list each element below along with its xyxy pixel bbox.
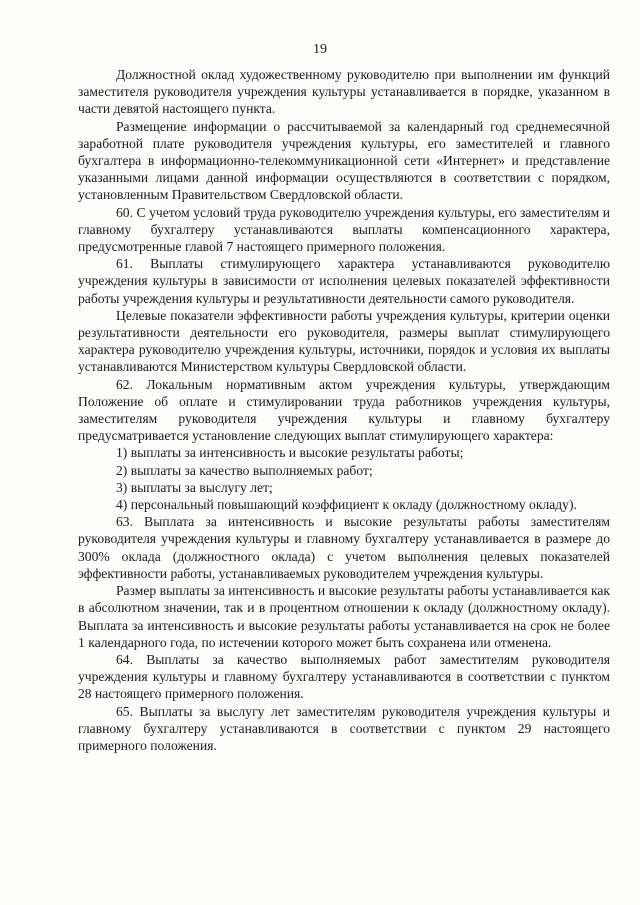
paragraph-art-director-salary: Должностной оклад художественному руководителю при выполнении им функций заместителя руководителя учреждения культуры устанавливается в порядке, указанном в части девятой настоящего пункта. [78, 67, 610, 117]
paragraph-target-indicators: Целевые показатели эффективности работы учреждения культуры, критерии оценки результативности деятельности его руководителя, размеры выплат стимулирующего характера руководителю учреждения культуры, источники, порядок и условия их выплаты устанавливаются Министерством культуры Свердловской области. [78, 307, 610, 375]
paragraph-salary-info-publication: Размещение информации о рассчитываемой за календарный год среднемесячной заработной плате руководителя учреждения культуры, его заместителей и главного бухгалтера в информационно-телекоммуникационной сети «Интернет» и представление указанными лицами данной информации осуществляются в соответствии с порядком, установленным Правительством Свердловской области. [78, 118, 610, 203]
paragraph-61: 61. Выплаты стимулирующего характера устанавливаются руководителю учреждения культуры в зависимости от исполнения целевых показателей эффективности работы учреждения культуры и результативности деятельности самого руководителя. [78, 256, 610, 306]
paragraph-60: 60. С учетом условий труда руководителю учреждения культуры, его заместителям и главному бухгалтеру устанавливаются выплаты компенсационного характера, предусмотренные главой 7 настоящего примерного положения. [78, 204, 610, 255]
page-number: 19 [313, 42, 327, 57]
list-item-2: 2) выплаты за качество выполняемых работ; [116, 462, 373, 478]
paragraph-64: 64. Выплаты за качество выполняемых работ заместителям руководителя учреждения культуры и главному бухгалтеру устанавливаются в соответствии с пунктом 28 настоящего примерного положения. [78, 651, 610, 702]
paragraph-65: 65. Выплаты за выслугу лет заместителям руководителя учреждения культуры и главному бухгалтеру устанавливаются в соответствии с пунктом 29 настоящего примерного положения. [78, 703, 610, 753]
list-item-1: 1) выплаты за интенсивность и высокие результаты работы; [116, 445, 464, 461]
paragraph-63: 63. Выплата за интенсивность и высокие результаты работы заместителям руководителя учреждения культуры и главному бухгалтеру устанавливается в размере до 300% оклада (должностного оклада) с учетом выполнения целевых показателей эффективности работы, устанавливаемых руководителем учреждения культуры. [78, 514, 610, 581]
paragraph-intensity-payment-size: Размер выплаты за интенсивность и высокие результаты работы устанавливается как в абсолютном значении, так и в процентном отношении к окладу (должностному окладу). Выплата за интенсивность и высокие результаты работы устанавливается на срок не более 1 календарного года, по истечении которого может быть сохранена или отменена. [78, 583, 610, 650]
paragraph-62: 62. Локальным нормативным актом учреждения культуры, утверждающим Положение об оплате и стимулировании труда работников учреждения культуры, заместителям руководителя учреждения культуры и главному бухгалтеру предусматривается установление следующих выплат стимулирующего характера: [78, 376, 610, 444]
document-body [78, 66, 610, 754]
list-item-3: 3) выплаты за выслугу лет; [116, 479, 273, 495]
list-item-4: 4) персональный повышающий коэффициент к окладу (должностному окладу). [116, 497, 577, 513]
